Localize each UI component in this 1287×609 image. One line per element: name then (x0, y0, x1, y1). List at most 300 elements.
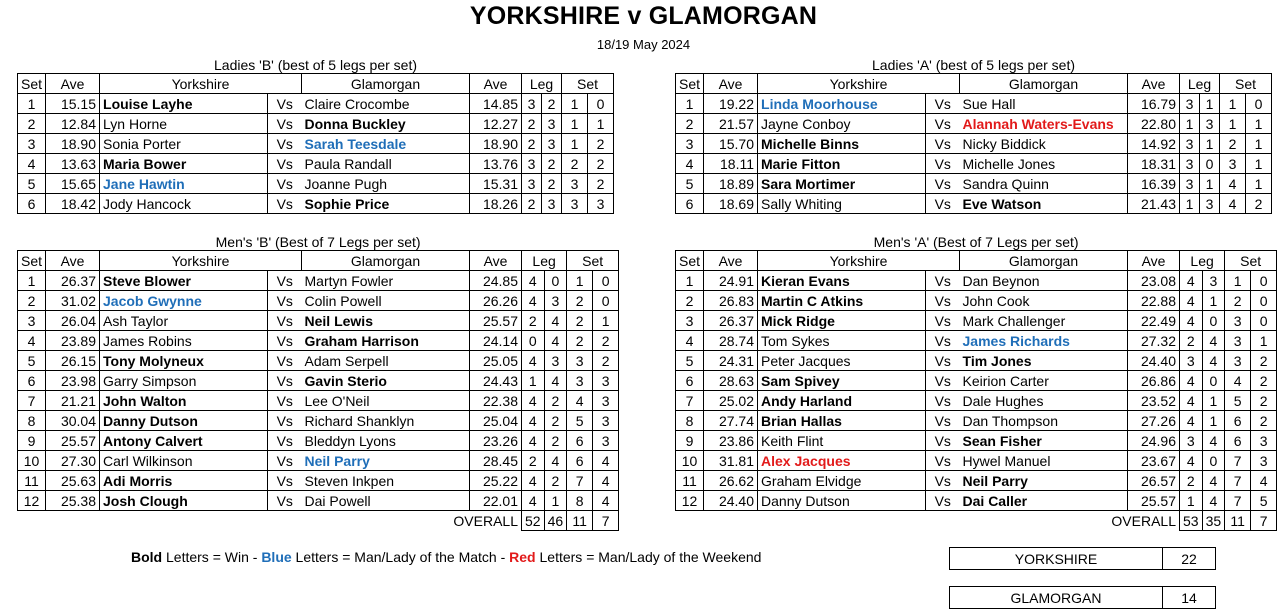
glamorgan-sets: 0 (593, 271, 619, 291)
glamorgan-player: Dan Beynon (960, 271, 1128, 291)
set-number: 11 (676, 471, 704, 491)
header-set: Set (18, 251, 46, 271)
set-number: 2 (676, 114, 704, 134)
yorkshire-player: Louise Layhe (100, 94, 268, 114)
glamorgan-sets: 1 (588, 114, 614, 134)
legend-bold-text: Letters = Win - (162, 549, 262, 565)
yorkshire-player: Peter Jacques (758, 351, 926, 371)
glamorgan-average: 26.26 (470, 291, 522, 311)
glamorgan-average: 26.86 (1128, 371, 1180, 391)
yorkshire-legs: 2 (522, 311, 545, 331)
vs-label: Vs (926, 451, 960, 471)
glamorgan-average: 16.79 (1128, 94, 1180, 114)
set-number: 4 (18, 331, 46, 351)
vs-label: Vs (268, 451, 302, 471)
yorkshire-legs: 4 (522, 291, 545, 311)
table-row (18, 491, 619, 511)
mens-b-table (17, 250, 619, 531)
yorkshire-legs: 4 (522, 471, 545, 491)
glamorgan-player: Lee O'Neil (302, 391, 470, 411)
header-row (676, 251, 1277, 271)
glamorgan-average: 13.76 (470, 154, 522, 174)
set-number: 7 (18, 391, 46, 411)
glamorgan-average: 18.26 (470, 194, 522, 214)
header-ave: Ave (46, 74, 100, 94)
table-row (676, 194, 1272, 214)
vs-label: Vs (268, 411, 302, 431)
yorkshire-legs: 3 (522, 174, 542, 194)
glamorgan-average: 25.57 (1128, 491, 1180, 511)
glamorgan-player: Neil Parry (960, 471, 1128, 491)
glamorgan-sets: 5 (1251, 491, 1277, 511)
table-row (676, 134, 1272, 154)
yorkshire-legs: 4 (522, 431, 545, 451)
glamorgan-legs: 4 (1202, 431, 1225, 451)
yorkshire-average: 21.57 (704, 114, 758, 134)
overall-glamorgan-sets: 7 (1251, 511, 1277, 531)
yorkshire-average: 28.74 (704, 331, 758, 351)
yorkshire-average: 15.70 (704, 134, 758, 154)
table-row (18, 194, 614, 214)
table-row (18, 311, 619, 331)
set-number: 3 (676, 134, 704, 154)
set-number: 6 (676, 371, 704, 391)
yorkshire-average: 25.38 (46, 491, 100, 511)
yorkshire-points: 22 (1163, 548, 1216, 570)
yorkshire-sets: 1 (1220, 114, 1246, 134)
set-number: 2 (18, 291, 46, 311)
yorkshire-sets: 1 (562, 134, 588, 154)
set-number: 1 (18, 271, 46, 291)
legend-bold: Bold (131, 549, 163, 565)
glamorgan-average: 24.85 (470, 271, 522, 291)
set-number: 4 (676, 331, 704, 351)
yorkshire-legs: 3 (522, 94, 542, 114)
glamorgan-average: 22.38 (470, 391, 522, 411)
glamorgan-average: 22.88 (1128, 291, 1180, 311)
yorkshire-sets: 7 (1225, 471, 1251, 491)
glamorgan-player: Dai Powell (302, 491, 470, 511)
yorkshire-player: Martin C Atkins (758, 291, 926, 311)
glamorgan-legs: 1 (1200, 174, 1220, 194)
yorkshire-average: 26.83 (704, 291, 758, 311)
glamorgan-sets: 2 (593, 331, 619, 351)
glamorgan-legs: 3 (542, 134, 562, 154)
yorkshire-legs: 2 (1180, 331, 1203, 351)
glamorgan-legs: 0 (544, 271, 567, 291)
glamorgan-sets: 1 (1246, 174, 1272, 194)
glamorgan-player: Claire Crocombe (302, 94, 470, 114)
table-row (18, 411, 619, 431)
yorkshire-legs: 4 (1180, 371, 1203, 391)
yorkshire-player: Steve Blower (100, 271, 268, 291)
header-ave: Ave (470, 74, 522, 94)
glamorgan-legs: 0 (1202, 451, 1225, 471)
yorkshire-sets: 1 (562, 94, 588, 114)
glamorgan-player: Donna Buckley (302, 114, 470, 134)
table-row (18, 331, 619, 351)
glamorgan-player: John Cook (960, 291, 1128, 311)
yorkshire-player: Tony Molyneux (100, 351, 268, 371)
vs-label: Vs (926, 371, 960, 391)
yorkshire-average: 27.74 (704, 411, 758, 431)
yorkshire-legs: 3 (522, 154, 542, 174)
table-row (676, 471, 1277, 491)
yorkshire-player: Tom Sykes (758, 331, 926, 351)
set-number: 5 (18, 351, 46, 371)
yorkshire-player: John Walton (100, 391, 268, 411)
glamorgan-average: 27.32 (1128, 331, 1180, 351)
yorkshire-average: 23.86 (704, 431, 758, 451)
yorkshire-player: James Robins (100, 331, 268, 351)
yorkshire-player: Alex Jacques (758, 451, 926, 471)
yorkshire-sets: 1 (567, 271, 593, 291)
set-number: 5 (676, 351, 704, 371)
set-number: 1 (676, 94, 704, 114)
glamorgan-average: 25.05 (470, 351, 522, 371)
vs-label: Vs (268, 114, 302, 134)
yorkshire-player: Linda Moorhouse (758, 94, 926, 114)
set-number: 7 (676, 391, 704, 411)
glamorgan-sets: 4 (593, 471, 619, 491)
vs-label: Vs (926, 194, 960, 214)
vs-label: Vs (268, 491, 302, 511)
glamorgan-average: 24.40 (1128, 351, 1180, 371)
overall-yorkshire-legs: 53 (1180, 511, 1203, 531)
glamorgan-player: Martyn Fowler (302, 271, 470, 291)
header-leg: Leg (522, 74, 562, 94)
yorkshire-player: Michelle Binns (758, 134, 926, 154)
glamorgan-sets: 1 (1246, 154, 1272, 174)
glamorgan-sets: 3 (1251, 431, 1277, 451)
glamorgan-legs: 2 (544, 471, 567, 491)
yorkshire-player: Danny Dutson (758, 491, 926, 511)
glamorgan-legs: 3 (542, 114, 562, 134)
glamorgan-legs: 0 (1200, 154, 1220, 174)
glamorgan-legs: 4 (544, 311, 567, 331)
set-number: 5 (676, 174, 704, 194)
glamorgan-legs: 1 (1200, 94, 1220, 114)
set-number: 12 (676, 491, 704, 511)
glamorgan-sets: 4 (593, 491, 619, 511)
header-leg: Leg (522, 251, 567, 271)
yorkshire-average: 13.63 (46, 154, 100, 174)
glamorgan-average: 27.26 (1128, 411, 1180, 431)
header-set: Set (1220, 74, 1272, 94)
yorkshire-legs: 3 (1180, 174, 1200, 194)
header-glamorgan: Glamorgan (302, 74, 470, 94)
glamorgan-average: 24.14 (470, 331, 522, 351)
yorkshire-legs: 4 (1180, 391, 1203, 411)
header-yorkshire: Yorkshire (758, 74, 960, 94)
ladies-a-block (675, 57, 1272, 214)
yorkshire-legs: 1 (1180, 114, 1200, 134)
table-row (18, 134, 614, 154)
glamorgan-legs: 1 (1202, 291, 1225, 311)
glamorgan-sets: 2 (1246, 194, 1272, 214)
glamorgan-sets: 2 (588, 134, 614, 154)
glamorgan-sets: 3 (593, 431, 619, 451)
yorkshire-legs: 2 (522, 134, 542, 154)
glamorgan-average: 22.01 (470, 491, 522, 511)
set-number: 8 (676, 411, 704, 431)
yorkshire-player: Jacob Gwynne (100, 291, 268, 311)
yorkshire-average: 27.30 (46, 451, 100, 471)
table-row (676, 331, 1277, 351)
yorkshire-average: 31.02 (46, 291, 100, 311)
yorkshire-player: Mick Ridge (758, 311, 926, 331)
header-row (676, 74, 1272, 94)
glamorgan-average: 15.31 (470, 174, 522, 194)
glamorgan-legs: 3 (544, 351, 567, 371)
set-number: 5 (18, 174, 46, 194)
yorkshire-label: YORKSHIRE (950, 548, 1163, 570)
glamorgan-legs: 2 (544, 411, 567, 431)
glamorgan-average: 25.22 (470, 471, 522, 491)
yorkshire-legs: 3 (1180, 351, 1203, 371)
yorkshire-legs: 3 (1180, 431, 1203, 451)
yorkshire-legs: 3 (1180, 154, 1200, 174)
set-number: 4 (676, 154, 704, 174)
vs-label: Vs (926, 174, 960, 194)
yorkshire-legs: 2 (522, 451, 545, 471)
header-set: Set (567, 251, 619, 271)
set-number: 9 (18, 431, 46, 451)
glamorgan-player: Richard Shanklyn (302, 411, 470, 431)
yorkshire-legs: 2 (522, 114, 542, 134)
legend-red: Red (509, 549, 536, 565)
set-number: 2 (676, 291, 704, 311)
overall-glamorgan-legs: 46 (544, 511, 567, 531)
header-ave: Ave (1128, 74, 1180, 94)
glamorgan-sets: 2 (593, 351, 619, 371)
vs-label: Vs (268, 174, 302, 194)
header-ave: Ave (46, 251, 100, 271)
table-row (676, 451, 1277, 471)
yorkshire-legs: 4 (1180, 291, 1203, 311)
glamorgan-player: Joanne Pugh (302, 174, 470, 194)
vs-label: Vs (926, 94, 960, 114)
table-row (18, 371, 619, 391)
ladies-b-title: Ladies 'B' (best of 5 legs per set) (214, 57, 418, 73)
header-set: Set (1225, 251, 1277, 271)
mens-a-block (675, 234, 1277, 531)
overall-yorkshire-sets: 11 (567, 511, 593, 531)
glamorgan-sets: 0 (1251, 311, 1277, 331)
yorkshire-legs: 4 (522, 271, 545, 291)
glamorgan-player: Neil Parry (302, 451, 470, 471)
yorkshire-sets: 7 (1225, 491, 1251, 511)
glamorgan-average: 21.43 (1128, 194, 1180, 214)
glamorgan-legs: 4 (544, 451, 567, 471)
yorkshire-player: Jayne Conboy (758, 114, 926, 134)
glamorgan-player: Sophie Price (302, 194, 470, 214)
vs-label: Vs (926, 491, 960, 511)
glamorgan-player: Graham Harrison (302, 331, 470, 351)
yorkshire-player: Lyn Horne (100, 114, 268, 134)
table-row (676, 311, 1277, 331)
header-glamorgan: Glamorgan (960, 74, 1128, 94)
vs-label: Vs (926, 391, 960, 411)
vs-label: Vs (268, 194, 302, 214)
yorkshire-sets: 2 (567, 291, 593, 311)
table-row (18, 174, 614, 194)
yorkshire-sets: 4 (567, 391, 593, 411)
glamorgan-sets: 3 (593, 371, 619, 391)
glamorgan-legs: 4 (544, 331, 567, 351)
glamorgan-average: 24.43 (470, 371, 522, 391)
glamorgan-average: 23.08 (1128, 271, 1180, 291)
header-ave: Ave (704, 251, 758, 271)
yorkshire-average: 18.89 (704, 174, 758, 194)
header-ave: Ave (1128, 251, 1180, 271)
yorkshire-sets: 4 (1220, 194, 1246, 214)
vs-label: Vs (926, 291, 960, 311)
yorkshire-player: Carl Wilkinson (100, 451, 268, 471)
set-number: 3 (676, 311, 704, 331)
yorkshire-legs: 4 (522, 351, 545, 371)
set-number: 1 (676, 271, 704, 291)
glamorgan-sets: 4 (593, 451, 619, 471)
yorkshire-player: Andy Harland (758, 391, 926, 411)
yorkshire-average: 26.37 (46, 271, 100, 291)
yorkshire-sets: 6 (567, 451, 593, 471)
yorkshire-sets: 2 (567, 311, 593, 331)
table-row (676, 411, 1277, 431)
yorkshire-average: 26.62 (704, 471, 758, 491)
page-title: YORKSHIRE v GLAMORGAN (469, 2, 818, 30)
yorkshire-sets: 3 (1225, 311, 1251, 331)
glamorgan-average: 28.45 (470, 451, 522, 471)
glamorgan-sets: 1 (1246, 134, 1272, 154)
vs-label: Vs (926, 411, 960, 431)
yorkshire-sets: 5 (567, 411, 593, 431)
yorkshire-average: 24.91 (704, 271, 758, 291)
table-row (18, 431, 619, 451)
glamorgan-average: 23.67 (1128, 451, 1180, 471)
glamorgan-average: 25.04 (470, 411, 522, 431)
table-row (18, 351, 619, 371)
glamorgan-sets: 0 (1251, 291, 1277, 311)
yorkshire-legs: 4 (1180, 451, 1203, 471)
vs-label: Vs (268, 271, 302, 291)
yorkshire-average: 23.98 (46, 371, 100, 391)
vs-label: Vs (268, 331, 302, 351)
yorkshire-sets: 7 (567, 471, 593, 491)
glamorgan-sets: 1 (1251, 331, 1277, 351)
set-number: 3 (18, 311, 46, 331)
yorkshire-player: Sam Spivey (758, 371, 926, 391)
yorkshire-average: 18.90 (46, 134, 100, 154)
yorkshire-player: Danny Dutson (100, 411, 268, 431)
vs-label: Vs (268, 134, 302, 154)
vs-label: Vs (268, 391, 302, 411)
yorkshire-sets: 2 (1225, 291, 1251, 311)
yorkshire-average: 31.81 (704, 451, 758, 471)
table-row (676, 94, 1272, 114)
yorkshire-player: Kieran Evans (758, 271, 926, 291)
yorkshire-sets: 1 (1220, 94, 1246, 114)
yorkshire-legs: 4 (1180, 411, 1203, 431)
glamorgan-sets: 2 (1251, 411, 1277, 431)
glamorgan-points: 14 (1163, 587, 1216, 609)
glamorgan-sets: 1 (1246, 114, 1272, 134)
yorkshire-legs: 2 (1180, 471, 1203, 491)
yorkshire-player: Adi Morris (100, 471, 268, 491)
vs-label: Vs (268, 154, 302, 174)
glamorgan-sets: 2 (1251, 351, 1277, 371)
yorkshire-legs: 4 (1180, 271, 1203, 291)
glamorgan-player: Dan Thompson (960, 411, 1128, 431)
yorkshire-legs: 3 (1180, 94, 1200, 114)
glamorgan-player: James Richards (960, 331, 1128, 351)
yorkshire-average: 23.89 (46, 331, 100, 351)
yorkshire-legs: 1 (1180, 491, 1203, 511)
header-yorkshire: Yorkshire (100, 74, 302, 94)
yorkshire-player: Sara Mortimer (758, 174, 926, 194)
glamorgan-sets: 3 (593, 391, 619, 411)
yorkshire-score (949, 547, 1216, 570)
glamorgan-sets: 3 (588, 194, 614, 214)
yorkshire-sets: 3 (567, 371, 593, 391)
glamorgan-sets: 2 (588, 154, 614, 174)
glamorgan-average: 18.90 (470, 134, 522, 154)
glamorgan-legs: 1 (544, 491, 567, 511)
glamorgan-legs: 1 (1200, 134, 1220, 154)
glamorgan-player: Tim Jones (960, 351, 1128, 371)
yorkshire-player: Jane Hawtin (100, 174, 268, 194)
table-row (676, 174, 1272, 194)
overall-label: OVERALL (453, 512, 519, 529)
header-leg: Leg (1180, 251, 1225, 271)
table-row (18, 471, 619, 491)
yorkshire-player: Brian Hallas (758, 411, 926, 431)
glamorgan-legs: 1 (1202, 411, 1225, 431)
vs-label: Vs (926, 351, 960, 371)
table-row (18, 114, 614, 134)
overall-yorkshire-legs: 52 (522, 511, 545, 531)
overall-row (676, 511, 1277, 531)
glamorgan-player: Hywel Manuel (960, 451, 1128, 471)
glamorgan-legs: 2 (544, 391, 567, 411)
table-row (676, 371, 1277, 391)
vs-label: Vs (926, 114, 960, 134)
glamorgan-average: 25.57 (470, 311, 522, 331)
glamorgan-average: 22.80 (1128, 114, 1180, 134)
yorkshire-legs: 3 (1180, 134, 1200, 154)
yorkshire-sets: 6 (1225, 431, 1251, 451)
yorkshire-player: Garry Simpson (100, 371, 268, 391)
header-yorkshire: Yorkshire (100, 251, 302, 271)
set-number: 11 (18, 471, 46, 491)
glamorgan-player: Michelle Jones (960, 154, 1128, 174)
vs-label: Vs (268, 94, 302, 114)
glamorgan-sets: 3 (1251, 451, 1277, 471)
overall-yorkshire-sets: 11 (1225, 511, 1251, 531)
ladies-b-block (17, 57, 614, 214)
glamorgan-player: Sean Fisher (960, 431, 1128, 451)
vs-label: Vs (926, 154, 960, 174)
vs-label: Vs (926, 311, 960, 331)
glamorgan-legs: 4 (1202, 471, 1225, 491)
table-row (676, 351, 1277, 371)
yorkshire-legs: 4 (522, 391, 545, 411)
set-number: 8 (18, 411, 46, 431)
yorkshire-legs: 1 (522, 371, 545, 391)
glamorgan-player: Steven Inkpen (302, 471, 470, 491)
yorkshire-average: 26.04 (46, 311, 100, 331)
yorkshire-sets: 2 (562, 154, 588, 174)
